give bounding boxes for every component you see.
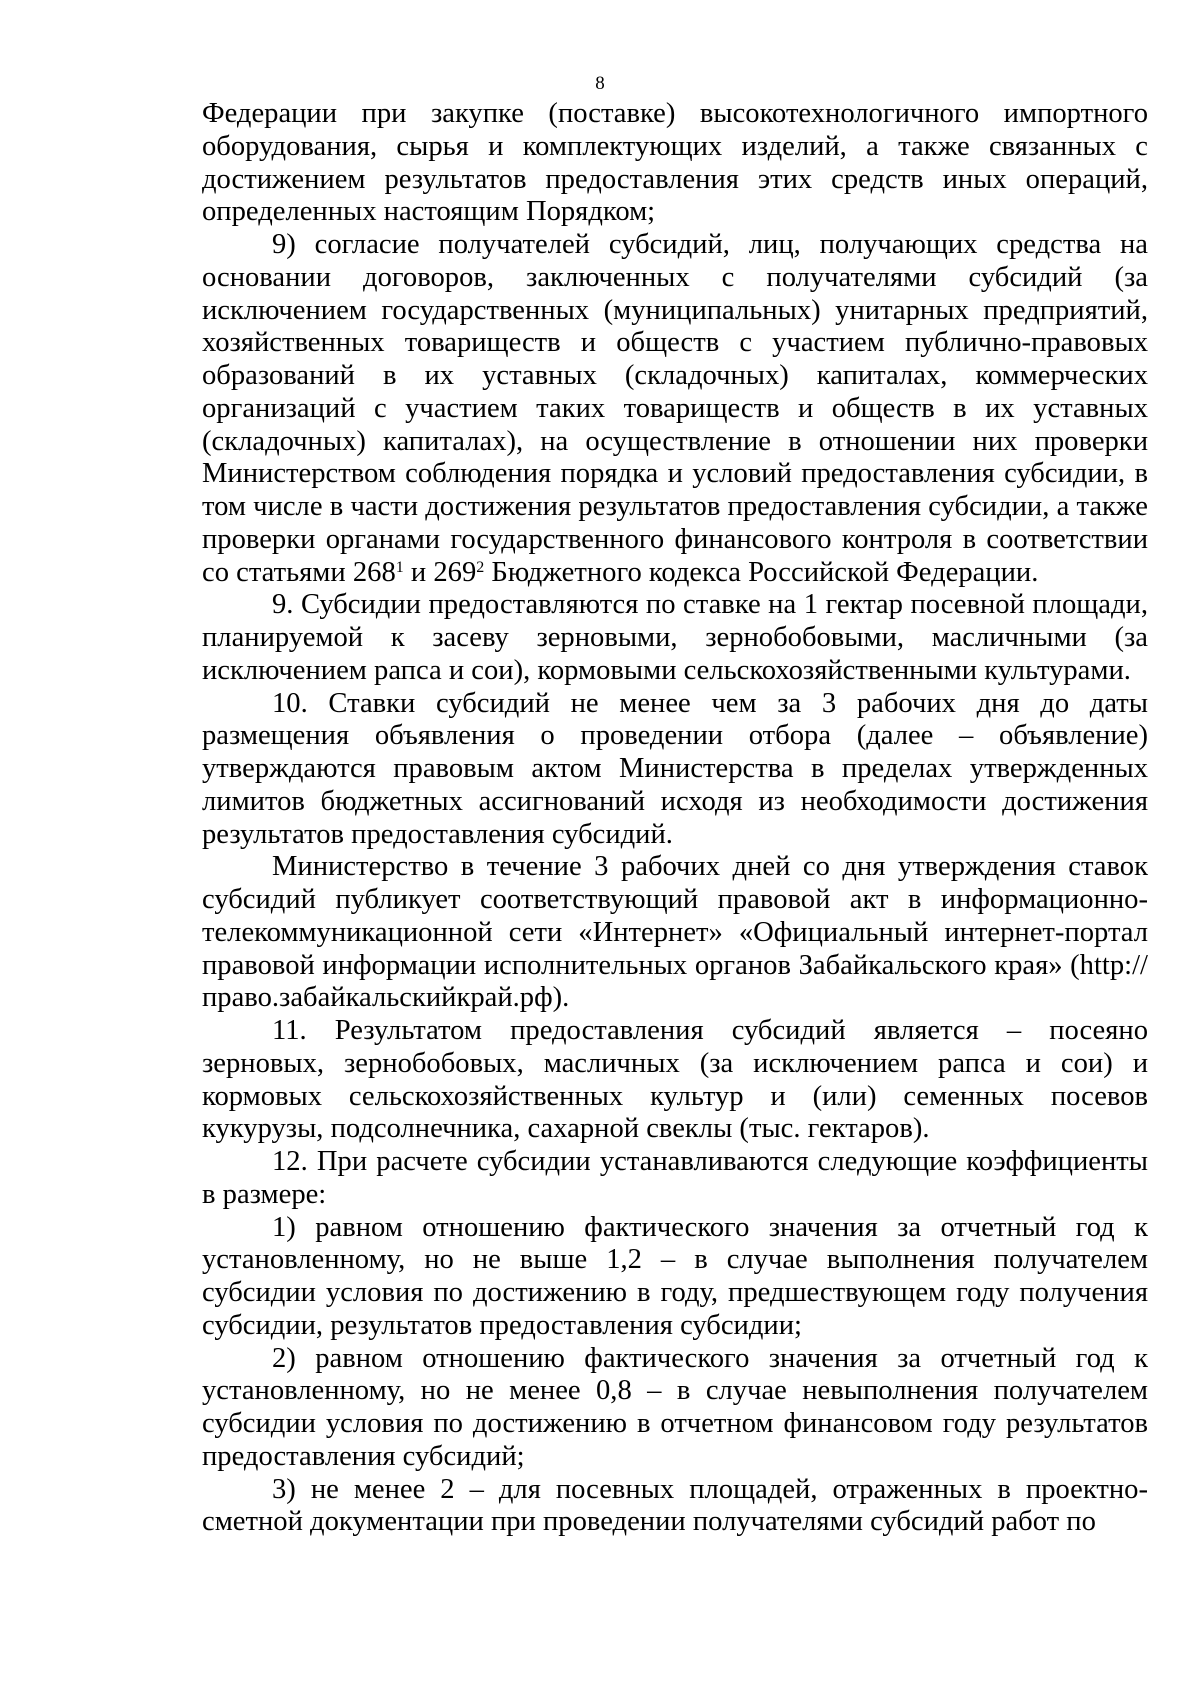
paragraph-section-11: 11. Результатом предоставления субсидий является – посеяно зерновых, зернобобовых, масличных (за исключением рапса и сои) и кормовых сельскохозяйственных культур и (или) семенных посевов кукурузы, подсолнечника, сахарной свеклы (тыс. гектаров). xyxy=(202,1015,1148,1145)
paragraph-text: и 269 xyxy=(403,556,477,588)
superscript-2: 2 xyxy=(476,558,485,576)
page-number: 8 xyxy=(595,73,605,94)
document-body xyxy=(202,98,1148,1539)
paragraph-coefficient-1: 1) равном отношению фактического значения за отчетный год к установленному, но не выше 1,2 – в случае выполнения получателем субсидии условия по достижению в году, предшествующем году получения субсидии, результатов предоставления субсидии; xyxy=(202,1211,1148,1341)
paragraph-item-9-consent xyxy=(202,229,1148,589)
paragraph-text: 9) согласие получателей субсидий, лиц, получающих средства на основании договоров, заключенных с получателями субсидий (за исключением государственных (муниципальных) унитарных предприятий, хозяйственных товариществ и обществ с участием публично-правовых образований в их уставных (складочных) капиталах, коммерческих организаций с участием таких товариществ и обществ в их уставных (складочных) капиталах), на осуществление в отношении них проверки Министерством соблюдения порядка и условий предоставления субсидии, в том числе в части достижения результатов предоставления субсидии, а также проверки органами государственного финансового контроля в соответствии со статьями 268 xyxy=(202,229,1148,588)
paragraph-section-9: 9. Субсидии предоставляются по ставке на 1 гектар посевной площади, планируемой к засеву зерновыми, зернобобовыми, масличными (за исключением рапса и сои), кормовыми сельскохозяйственными культурами. xyxy=(202,589,1148,686)
paragraph-coefficient-2: 2) равном отношению фактического значения за отчетный год к установленному, но не менее 0,8 – в случае невыполнения получателем субсидии условия по достижению в отчетном финансовом году результатов предоставления субсидий; xyxy=(202,1342,1148,1472)
paragraph-ministry-publication: Министерство в течение 3 рабочих дней со дня утверждения ставок субсидий публикует соответствующий правовой акт в информационно-телекоммуникационной сети «Интернет» «Официальный интернет-портал правовой информации исполнительных органов Забайкальского края» (http://право.забайкальскийкрай.рф). xyxy=(202,851,1148,1014)
paragraph-section-12: 12. При расчете субсидии устанавливаются следующие коэффициенты в размере: xyxy=(202,1146,1148,1210)
paragraph-section-10: 10. Ставки субсидий не менее чем за 3 рабочих дня до даты размещения объявления о проведении отбора (далее – объявление) утверждаются правовым актом Министерства в пределах утвержденных лимитов бюджетных ассигнований исходя из необходимости достижения результатов предоставления субсидий. xyxy=(202,687,1148,850)
paragraph-text: Бюджетного кодекса Российской Федерации. xyxy=(484,556,1039,588)
superscript-1: 1 xyxy=(395,558,404,576)
paragraph-continuation: Федерации при закупке (поставке) высокотехнологичного импортного оборудования, сырья и комплектующих изделий, а также связанных с достижением результатов предоставления этих средств иных операций, определенных настоящим Порядком; xyxy=(202,98,1148,228)
paragraph-coefficient-3: 3) не менее 2 – для посевных площадей, отраженных в проектно-сметной документации при проведении получателями субсидий работ по xyxy=(202,1473,1148,1538)
